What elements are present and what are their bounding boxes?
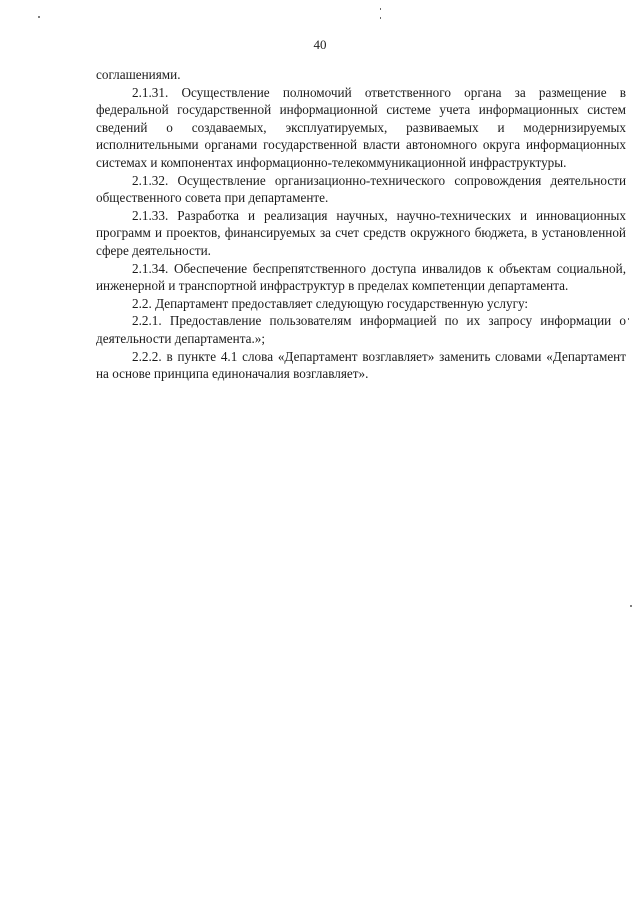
- paragraph-continuation: соглашениями.: [96, 67, 181, 82]
- scan-speck: [380, 8, 381, 10]
- page-number: 40: [313, 37, 327, 52]
- scan-speck: [630, 605, 632, 607]
- scan-speck: [628, 318, 629, 320]
- paragraph-2-1-32: 2.1.32. Осуществление организационно-технического сопровождения деятельности общественного совета при департаменте.: [96, 172, 626, 206]
- scan-speck: [38, 16, 40, 18]
- paragraph-2-2: 2.2. Департамент предоставляет следующую государственную услугу:: [132, 295, 529, 311]
- document-body: [96, 66, 626, 383]
- scan-speck: [380, 17, 381, 19]
- paragraph-2-1-33: 2.1.33. Разработка и реализация научных, научно-технических и инновационных программ и проектов, финансируемых за счет средств окружного бюджета, в установленной сфере деятельности.: [96, 207, 626, 258]
- paragraph-2-2-2: 2.2.2. в пункте 4.1 слова «Департамент возглавляет» заменить словами «Департамент на основе принципа единоначалия возглавляет».: [96, 348, 626, 382]
- paragraph-2-2-1: 2.2.1. Предоставление пользователям информацией по их запросу информации о деятельности департамента.»;: [96, 313, 626, 346]
- paragraph-2-1-34: 2.1.34. Обеспечение беспрепятственного доступа инвалидов к объектам социальной, инженерной и транспортной инфраструктур в пределах компетенции департамента.: [96, 260, 626, 294]
- paragraph-2-1-31: 2.1.31. Осуществление полномочий ответственного органа за размещение в федеральной государственной информационной системе учета информационных систем сведений о создаваемых, эксплуатируемых, развиваемых и модернизируемых исполнительными органами государственной власти автономного округа информационных системах и компонентах информационно-телекоммуникационной инфраструктуры.: [96, 84, 626, 170]
